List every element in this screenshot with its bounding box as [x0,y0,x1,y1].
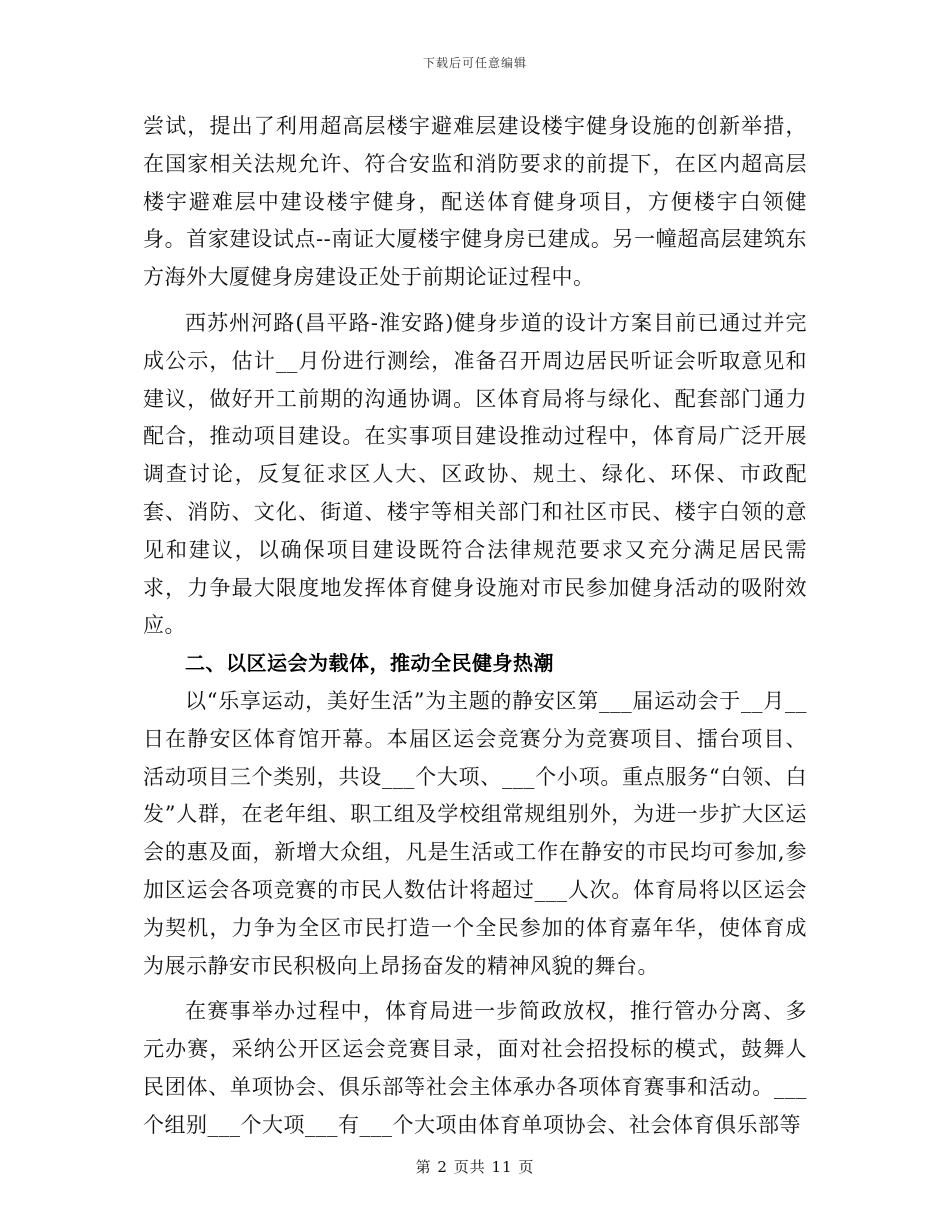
document-body [143,108,807,1145]
section-heading-2: 二、以区运会为载体，推动全民健身热潮 [185,651,554,676]
paragraph-2: 西苏州河路(昌平路-淮安路)健身步道的设计方案目前已通过并完成公示，估计__月份进行测绘，准备召开周边居民听证会听取意见和建议，做好开工前期的沟通协调。区体育局将与绿化、配套部门通力配合，推动项目建设。在实事项目建设推动过程中，体育局广泛开展调查讨论，反复征求区人大、区政协、规土、绿化、环保、市政配套、消防、文化、街道、楼宇等相关部门和社区市民、楼宇白领的意见和建议，以确保项目建设既符合法律规范要求又充分满足居民需求，力争最大限度地发挥体育健身设施对市民参加健身活动的吸附效应。 [143,310,807,638]
paragraph-1: 尝试，提出了利用超高层楼宇避难层建设楼宇健身设施的创新举措，在国家相关法规允许、符合安监和消防要求的前提下，在区内超高层楼宇避难层中建设楼宇健身，配送体育健身项目，方便楼宇白领健身。首家建设试点--南证大厦楼宇健身房已建成。另一幢超高层建筑东方海外大厦健身房建设正处于前期论证过程中。 [143,114,807,290]
paragraph-4: 在赛事举办过程中，体育局进一步简政放权，推行管办分离、多元办赛，采纳公开区运会竞赛目录，面对社会招投标的模式，鼓舞人民团体、单项协会、俱乐部等社会主体承办各项体育赛事和活动。___个组别___个大项___有___个大项由体育单项协会、社会体育俱乐部等 [143,999,807,1137]
page-header: 下载后可任意编辑 [422,56,527,70]
page-number: 第 2 页共 11 页 [415,1158,535,1176]
paragraph-3: 以“乐享运动，美好生活”为主题的静安区第___届运动会于__月__日在静安区体育馆开幕。本届区运会竞赛分为竞赛项目、擂台项目、活动项目三个类别，共设___个大项、___个小项。重点服务“白领、白发”人群，在老年组、职工组及学校组常规组别外，为进一步扩大区运会的惠及面，新增大众组，凡是生活或工作在静安的市民均可参加,参加区运会各项竞赛的市民人数估计将超过___人次。体育局将以区运会为契机，力争为全区市民打造一个全民参加的体育嘉年华，使体育成为展示静安市民积极向上昂扬奋发的精神风貌的舞台。 [143,688,807,978]
